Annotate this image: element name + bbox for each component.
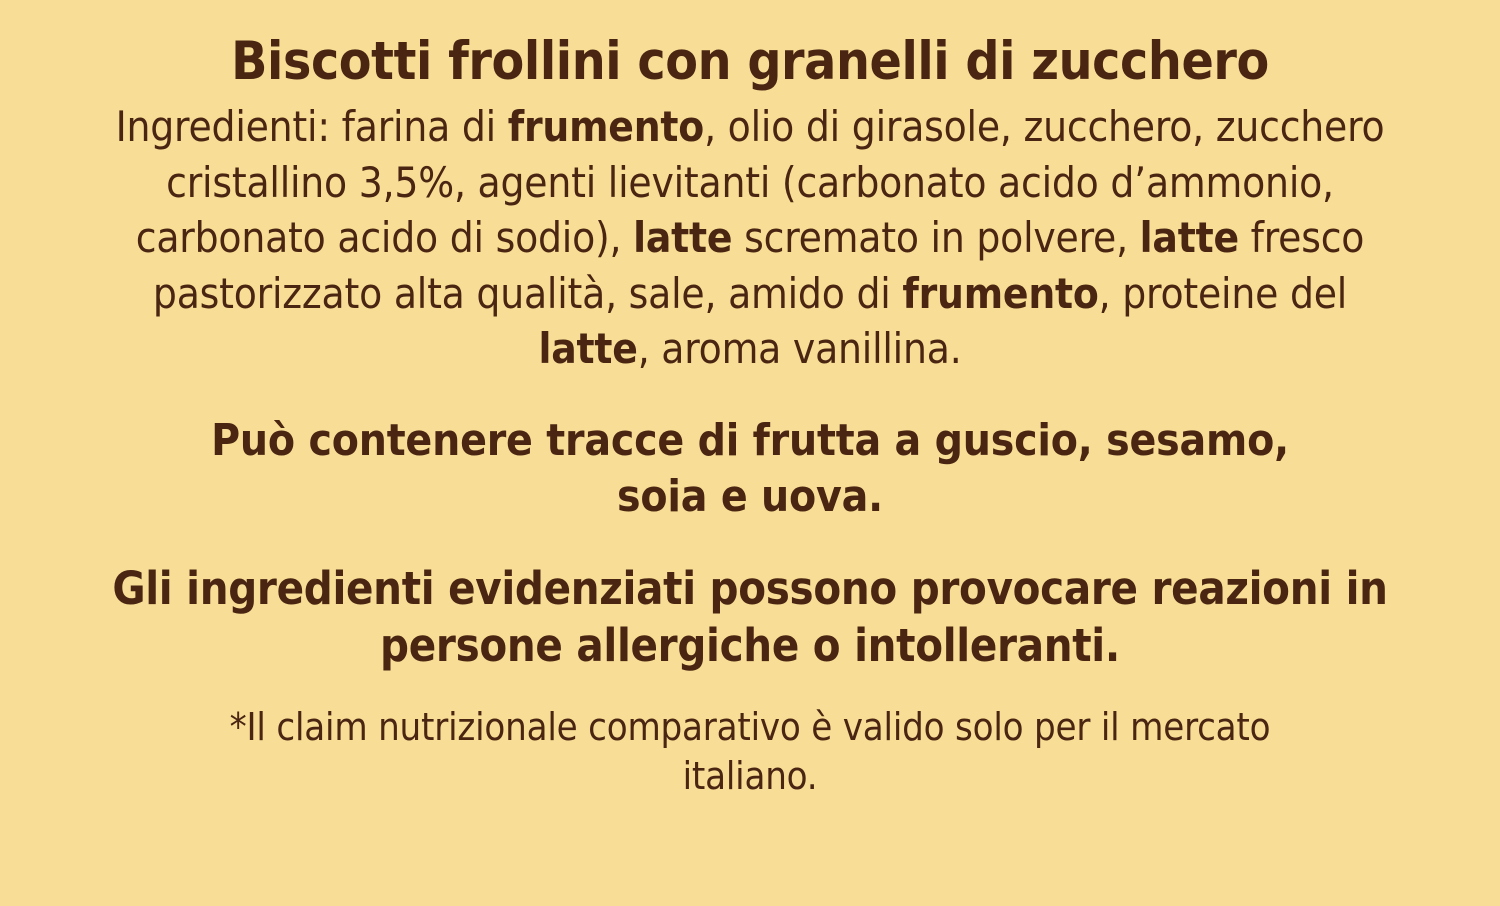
ingredients-text-part-2: , olio di girasole, zucchero, zucchero cristallino 3,5%, agenti lievitanti (carbonato acido d’ammonio, carbonato acido di sodio), xyxy=(135,102,1385,263)
ingredients-text-part-3: scremato in polvere, xyxy=(732,213,1140,263)
ingredients-text-part-6: , aroma vanillina. xyxy=(637,324,962,374)
nutritional-claim-footnote: *Il claim nutrizionale comparativo è valido solo per il mercato italiano. xyxy=(229,704,1271,798)
traces-warning: Può contenere tracce di frutta a guscio, sesamo, soia e uova. xyxy=(211,414,1289,522)
ingredients-list xyxy=(110,99,1390,376)
allergen-frumento-2: frumento xyxy=(902,268,1099,318)
ingredients-text-part-5: , proteine del xyxy=(1098,268,1348,318)
allergen-frumento-1: frumento xyxy=(507,102,705,152)
allergen-highlight-note: Gli ingredienti evidenziati possono provocare reazioni in persone allergiche o intolleranti. xyxy=(112,562,1388,672)
product-title: Biscotti frollini con granelli di zucchero xyxy=(231,31,1269,92)
ingredients-text-part-1: Ingredienti: farina di xyxy=(115,102,508,152)
ingredients-text-part-4: fresco pastorizzato alta qualità, sale, amido di xyxy=(152,213,1365,318)
allergen-latte-3: latte xyxy=(538,324,638,374)
allergen-latte-1: latte xyxy=(633,213,733,263)
allergen-latte-2: latte xyxy=(1139,213,1239,263)
